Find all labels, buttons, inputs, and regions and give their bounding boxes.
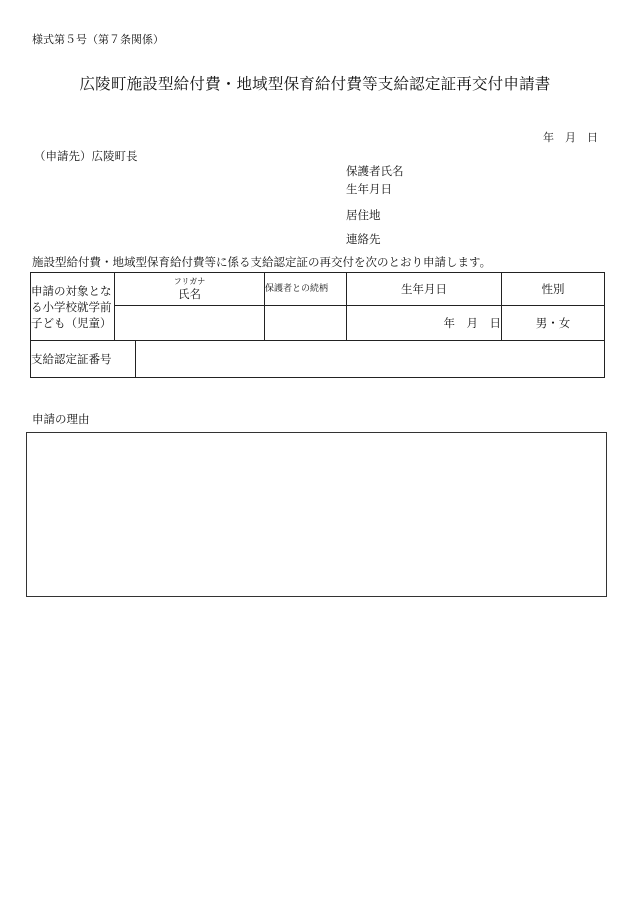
certificate-number-field[interactable] [136, 341, 605, 378]
guardian-birthdate-label: 生年月日 [346, 182, 392, 196]
reason-label: 申請の理由 [32, 412, 90, 426]
sex-field[interactable]: 男・女 [502, 306, 605, 341]
reason-field[interactable] [26, 432, 607, 597]
name-header-cell [115, 273, 265, 306]
relation-field[interactable] [265, 306, 347, 341]
form-number: 様式第５号（第７条関係） [32, 33, 164, 46]
application-date-field[interactable]: 年 月 日 [543, 131, 598, 144]
furigana-label: フリガナ [173, 277, 206, 286]
guardian-contact-label: 連絡先 [346, 232, 381, 246]
page-title: 広陵町施設型給付費・地域型保育給付費等支給認定証再交付申請書 [79, 75, 551, 93]
child-info-table [30, 272, 605, 378]
certificate-number-label: 支給認定証番号 [31, 341, 136, 378]
child-name-field[interactable] [115, 306, 265, 341]
application-statement: 施設型給付費・地域型保育給付費等に係る支給認定証の再交付を次のとおり申請します。 [32, 255, 492, 269]
sex-header: 性別 [502, 273, 605, 306]
relation-label: 保護者との続柄 [265, 273, 347, 306]
birthdate-header: 生年月日 [347, 273, 502, 306]
guardian-name-label: 保護者氏名 [346, 164, 404, 178]
guardian-address-label: 居住地 [346, 208, 381, 222]
child-name-label: 氏名 [178, 287, 201, 301]
birthdate-field[interactable]: 年 月 日 [347, 306, 502, 341]
target-child-label: 申請の対象となる小学校就学前子ども（児童） [31, 273, 115, 341]
addressee: （申請先）広陵町長 [34, 149, 138, 163]
